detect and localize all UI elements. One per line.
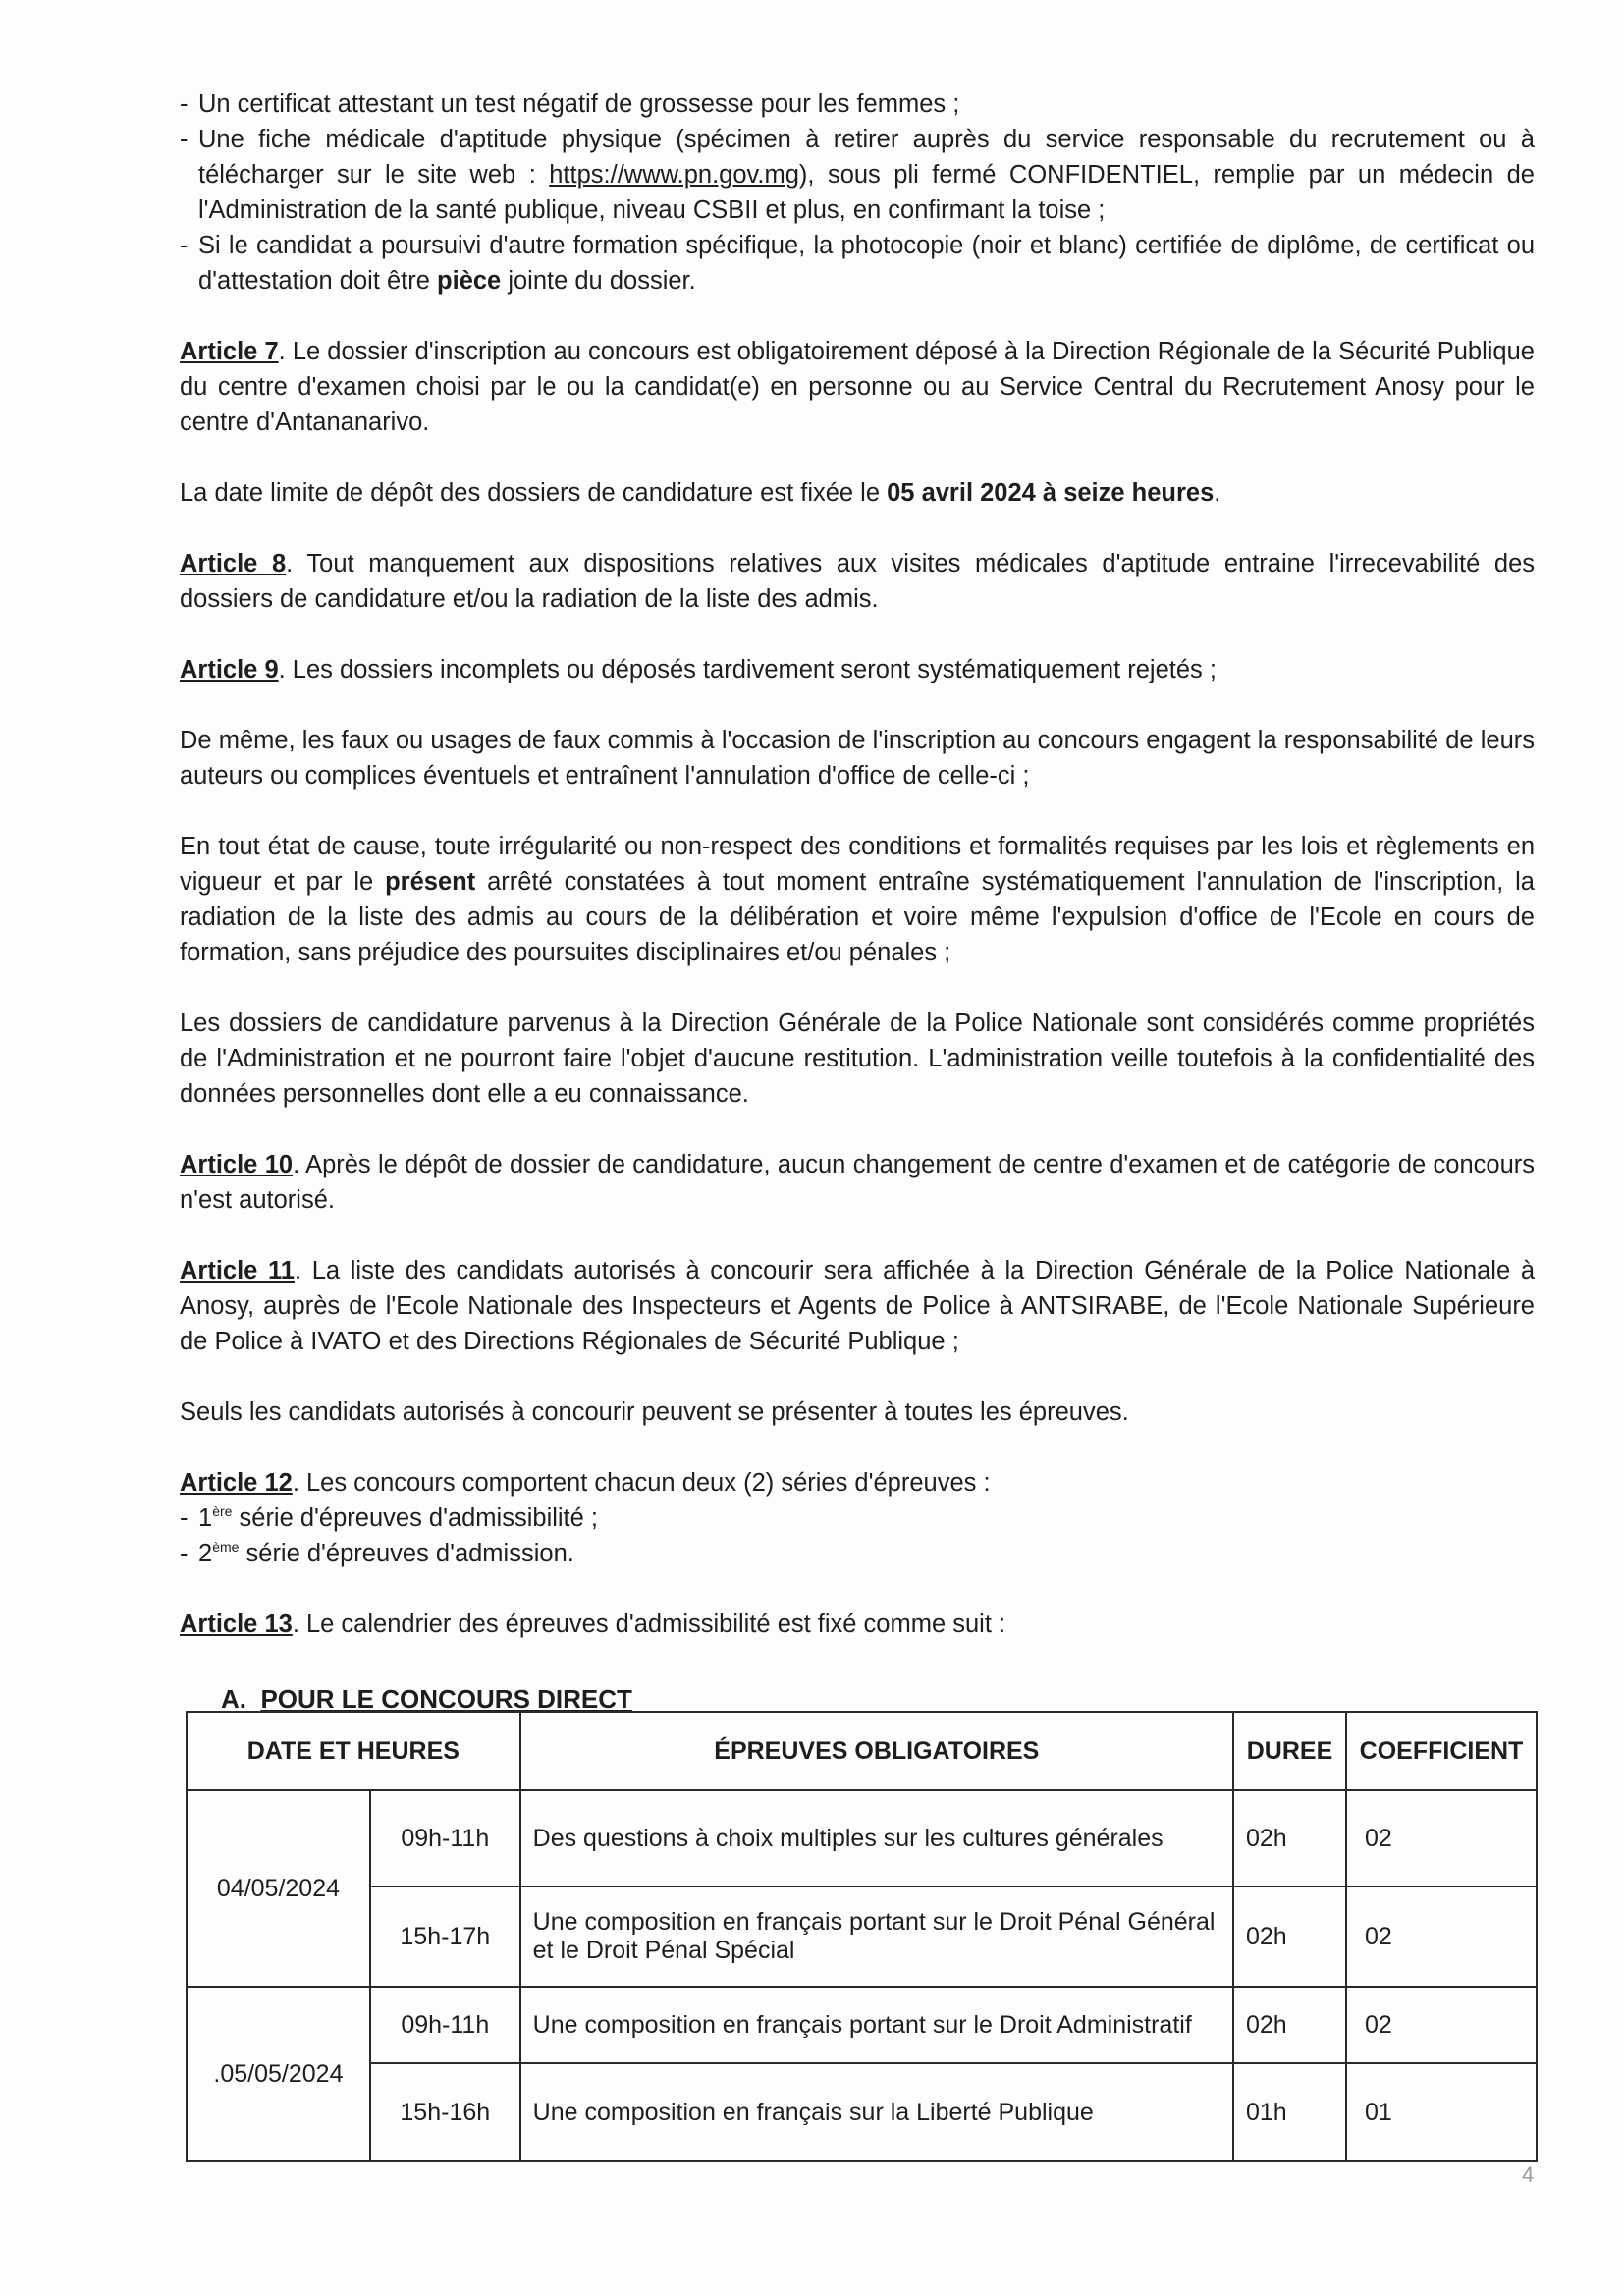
date-cell: 04/05/2024 [187,1790,370,1987]
article-label: Article 13 [180,1611,293,1638]
article-11: Article 11. La liste des candidats autorisés à concourir sera affichée à la Direction Générale de la Police Nationale à Anosy, auprès de l'Ecole Nationale des Inspecteurs et Agents de Police à ANTSIRABE, de l'Ecole Nationale Supérieure de Police à IVATO et des Directions Régionales de Sécurité Publique ; [180,1257,1535,1355]
table-row [187,2063,1537,2161]
time-cell: 15h-16h [370,2063,520,2161]
bullet-text: Un certificat attestant un test négatif de grossesse pour les femmes ; [198,90,960,118]
article-label: Article 10 [180,1151,294,1178]
article-label: Article 8 [180,550,287,577]
duree-cell: 02h [1233,1790,1346,1886]
document-body [180,86,1535,1717]
coef-cell: 02 [1346,1790,1537,1886]
list-item: - Un certificat attestant un test négatif de grossesse pour les femmes ; [180,86,1535,122]
duree-cell: 02h [1233,1886,1346,1987]
list-item: - 1ère série d'épreuves d'admissibilité ; [180,1503,598,1532]
time-cell: 09h-11h [370,1987,520,2063]
duree-cell: 02h [1233,1987,1346,2063]
paragraph-seuls: Seuls les candidats autorisés à concourir peuvent se présenter à toutes les épreuves. [180,1398,1129,1426]
website-link[interactable]: https://www.pn.gov.mg [549,161,799,189]
list-item: - Une fiche médicale d'aptitude physique (spécimen à retirer auprès du service responsable du recrutement ou à télécharger sur le site web : https://www.pn.gov.mg), sous pli fermé CONFIDENTIEL, remplie par un médecin de l'Administration de la santé publique, niveau CSBII et plus, en confirmant la toise ; [180,126,1535,224]
date-cell: .05/05/2024 [187,1987,370,2161]
section-title: A. POUR LE CONCOURS DIRECT [221,1684,632,1714]
paragraph-dossiers: Les dossiers de candidature parvenus à la Direction Générale de la Police Nationale sont considérés comme propriétés de l'Administration et ne pourront faire l'objet d'aucune restitution. L'administration veille toutefois à la confidentialité des données personnelles dont elle a eu connaissance. [180,1010,1535,1108]
deadline-paragraph: La date limite de dépôt des dossiers de candidature est fixée le 05 avril 2024 à seize heures. [180,479,1221,507]
header-duree: DUREE [1233,1712,1346,1790]
article-label: Article 7 [180,338,279,365]
article-9: Article 9. Les dossiers incomplets ou déposés tardivement seront systématiquement rejetés ; [180,656,1217,683]
epreuve-cell: Des questions à choix multiples sur les cultures générales [520,1790,1233,1886]
header-coefficient: COEFFICIENT [1346,1712,1537,1790]
article-label: Article 12 [180,1469,293,1497]
article-10: Article 10. Après le dépôt de dossier de candidature, aucun changement de centre d'examen et de catégorie de concours n'est autorisé. [180,1151,1536,1214]
epreuve-cell: Une composition en français sur la Liberté Publique [520,2063,1233,2161]
table-row [187,1987,1537,2063]
article-7: Article 7. Le dossier d'inscription au concours est obligatoirement déposé à la Direction Régionale de la Sécurité Publique du centre d'examen choisi par le ou la candidat(e) en personne ou au Service Central du Recrutement Anosy pour le centre d'Antananarivo. [180,338,1535,436]
epreuve-cell: Une composition en français portant sur le Droit Pénal Général et le Droit Pénal Spécial [520,1886,1233,1987]
table-row [187,1886,1537,1987]
time-cell: 09h-11h [370,1790,520,1886]
coef-cell: 01 [1346,2063,1537,2161]
article-8: Article 8. Tout manquement aux dispositions relatives aux visites médicales d'aptitude entraine l'irrecevabilité des dossiers de candidature et/ou la radiation de la liste des admis. [180,550,1535,613]
schedule-table [186,1711,1538,2162]
page-number: 4 [1522,2162,1535,2187]
duree-cell: 01h [1233,2063,1346,2161]
article-label: Article 9 [180,656,279,683]
table-row [187,1790,1537,1886]
list-item: - 2ème série d'épreuves d'admission. [180,1539,574,1567]
header-epreuves: ÉPREUVES OBLIGATOIRES [520,1712,1233,1790]
header-date: DATE ET HEURES [187,1712,520,1790]
table-header-row [187,1712,1537,1790]
article-label: Article 11 [180,1257,295,1285]
paragraph-faux: De même, les faux ou usages de faux commis à l'occasion de l'inscription au concours engagent la responsabilité de leurs auteurs ou complices éventuels et entraînent l'annulation d'office de celle-ci ; [180,727,1535,790]
coef-cell: 02 [1346,1886,1537,1987]
article-12: Article 12. Les concours comportent chacun deux (2) séries d'épreuves : [180,1469,991,1497]
epreuve-cell: Une composition en français portant sur le Droit Administratif [520,1987,1233,2063]
time-cell: 15h-17h [370,1886,520,1987]
coef-cell: 02 [1346,1987,1537,2063]
list-item: - Si le candidat a poursuivi d'autre formation spécifique, la photocopie (noir et blanc) certifiée de diplôme, de certificat ou d'attestation doit être pièce jointe du dossier. [180,232,1535,295]
paragraph-irregularite: En tout état de cause, toute irrégularité ou non-respect des conditions et formalités requises par les lois et règlements en vigueur et par le présent arrêté constatées à tout moment entraîne systématiquement l'annulation de l'inscription, la radiation de la liste des admis au cours de la délibération et voire même l'expulsion d'office de l'Ecole en cours de formation, sans préjudice des poursuites disciplinaires et/ou pénales ; [180,833,1535,966]
article-13: Article 13. Le calendrier des épreuves d'admissibilité est fixé comme suit : [180,1611,1006,1638]
